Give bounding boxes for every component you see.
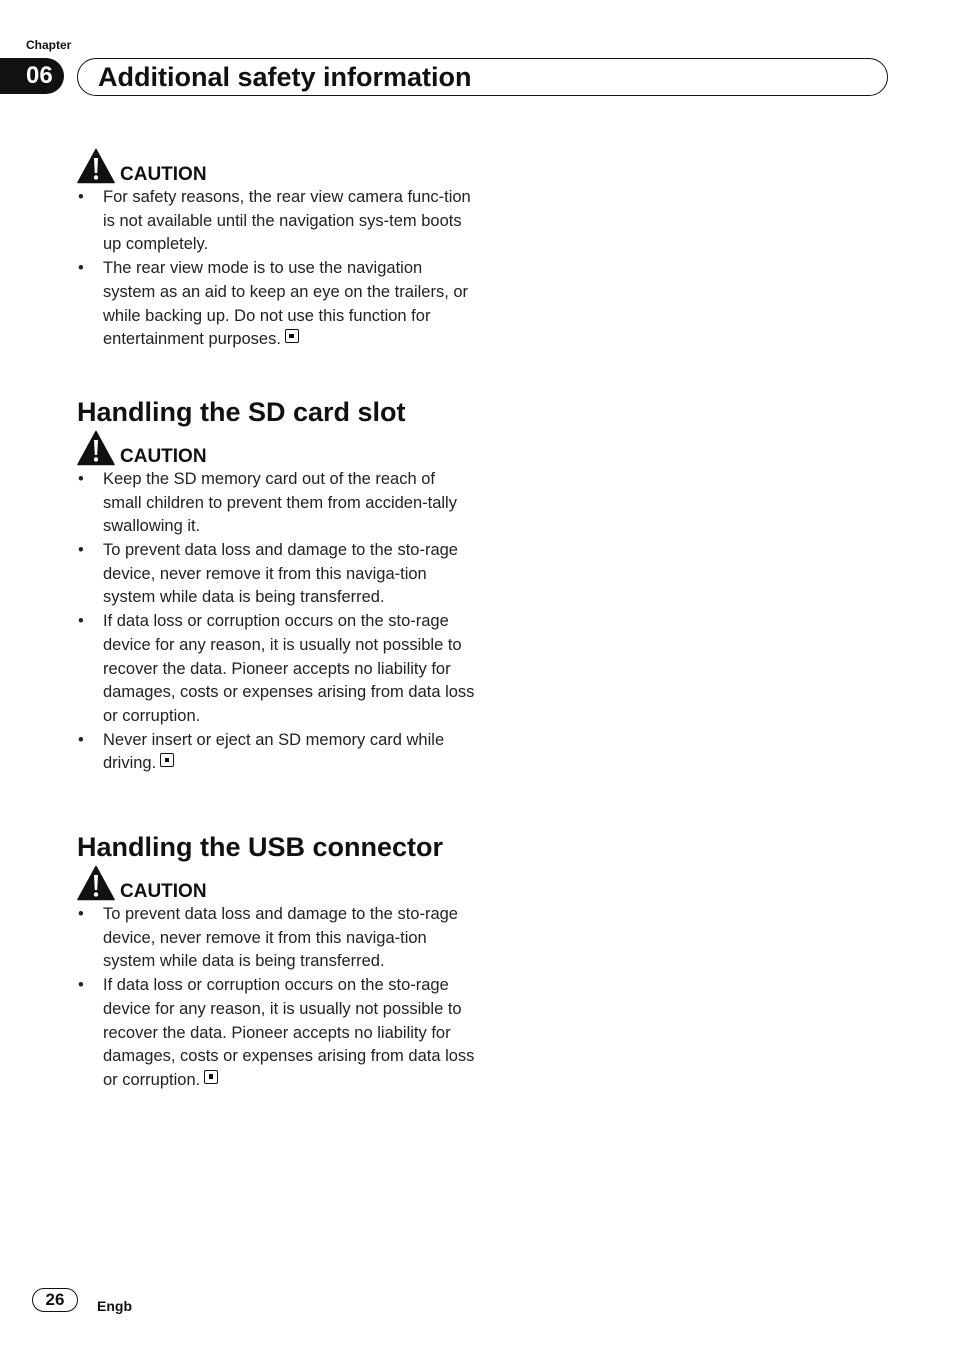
list-item [77, 974, 477, 1093]
list-item [77, 903, 477, 974]
caution-list [77, 186, 477, 352]
list-item [77, 186, 477, 257]
section-usb-connector [77, 831, 477, 1093]
caution-header [77, 428, 477, 466]
caution-label: CAUTION [120, 881, 207, 903]
warning-triangle-icon [77, 148, 115, 184]
chapter-number-tab: 06 [0, 58, 64, 94]
caution-label: CAUTION [120, 164, 207, 185]
end-mark-icon [160, 753, 174, 767]
list-item [77, 729, 477, 776]
page-number-badge: 26 [32, 1288, 78, 1312]
end-mark-icon [285, 329, 299, 343]
list-item-text: Never insert or eject an SD memory card while driving. [103, 730, 445, 773]
caution-list [77, 903, 477, 1093]
chapter-title-box [77, 58, 888, 96]
section-heading: Handling the USB connector [77, 832, 444, 863]
page-content [77, 146, 477, 1093]
list-item-text: Keep the SD memory card out of the reach of small children to prevent them from acciden-tally swallowing it. [103, 469, 457, 536]
caution-list [77, 468, 477, 776]
caution-label: CAUTION [120, 445, 207, 467]
list-item-text: To prevent data loss and damage to the sto-rage device, never remove it from this naviga-tion system while data is being transferred. [103, 905, 458, 971]
chapter-label: Chapter [26, 38, 72, 52]
section-heading: Handling the SD card slot [77, 396, 406, 427]
list-item [77, 257, 477, 352]
warning-triangle-icon [77, 430, 115, 466]
caution-header [77, 146, 477, 184]
list-item [77, 539, 477, 610]
chapter-title: Additional safety information [98, 62, 472, 92]
list-item [77, 610, 477, 729]
list-item-text: If data loss or corruption occurs on the sto-rage device for any reason, it is usually not possible to recover the data. Pioneer accepts no liability for damages, costs or expenses arising from data loss or corruption. [103, 976, 475, 1089]
language-code: Engb [97, 1298, 132, 1314]
list-item-text: For safety reasons, the rear view camera func-tion is not available until the navigation sys-tem boots up completely. [103, 188, 471, 254]
list-item-text: If data loss or corruption occurs on the sto-rage device for any reason, it is usually not possible to recover the data. Pioneer accepts no liability for damages, costs or expenses arising from data loss or corruption. [103, 612, 475, 725]
end-mark-icon [204, 1070, 218, 1084]
list-item-text: The rear view mode is to use the navigation system as an aid to keep an eye on the trailers, or while backing up. Do not use this function for entertainment purposes. [103, 259, 469, 349]
warning-triangle-icon [77, 865, 115, 901]
caution-header [77, 863, 477, 901]
section-sd-card-slot [77, 396, 477, 776]
list-item-text: To prevent data loss and damage to the sto-rage device, never remove it from this naviga-tion system while data is being transferred. [103, 541, 458, 607]
caution-block-intro [77, 146, 477, 352]
list-item [77, 468, 477, 539]
